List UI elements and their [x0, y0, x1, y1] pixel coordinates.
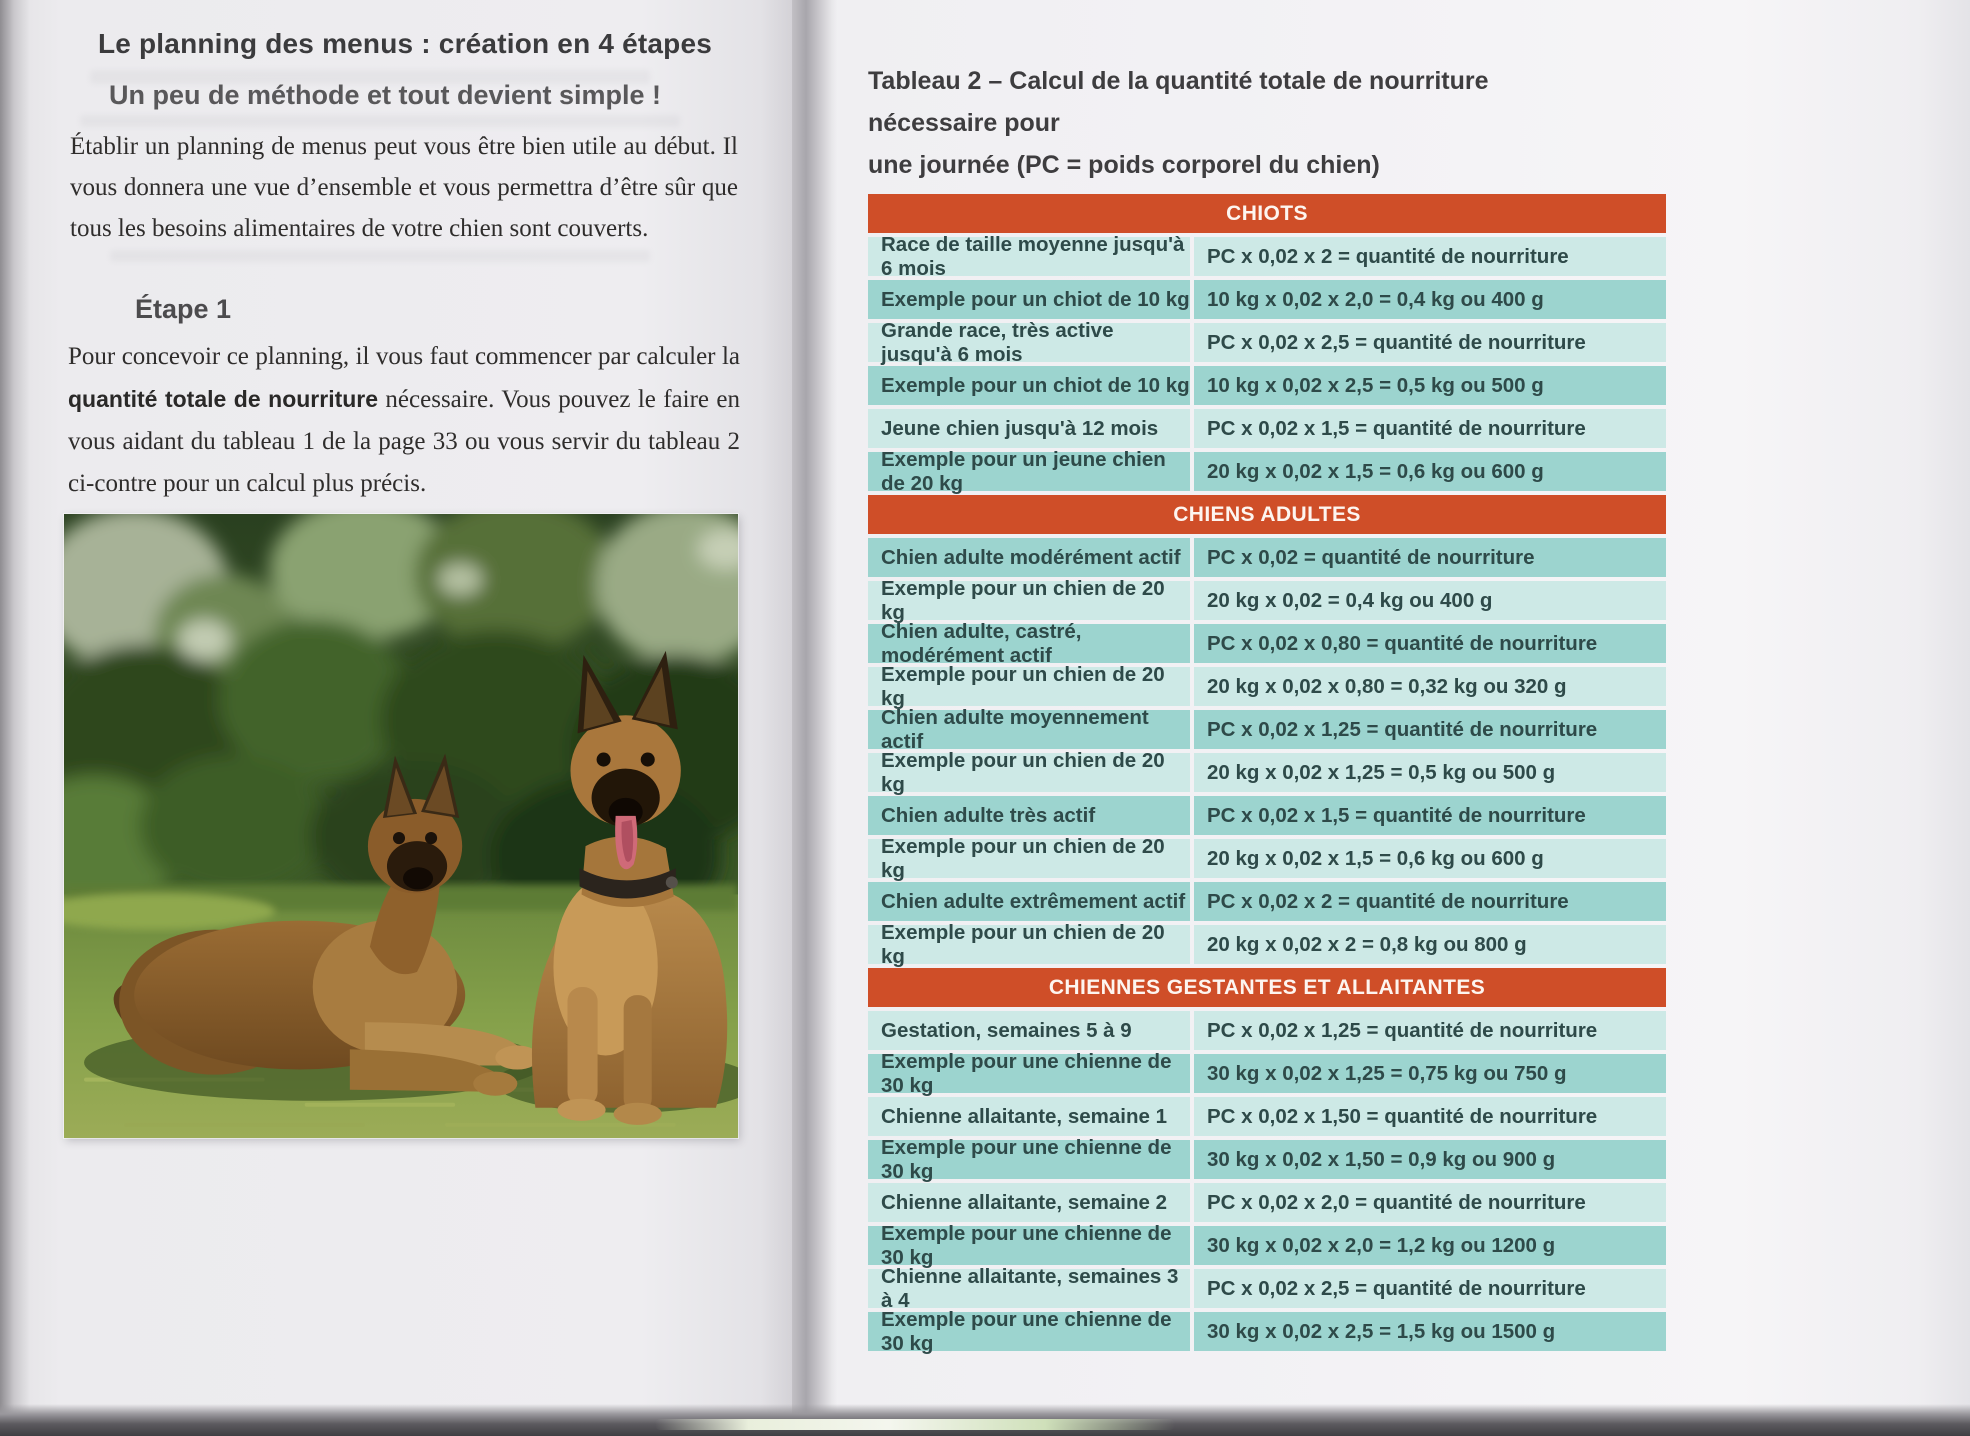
row-formula-cell: 20 kg x 0,02 x 1,5 = 0,6 kg ou 600 g [1194, 452, 1666, 491]
step-heading: Étape 1 [135, 294, 232, 324]
row-formula-cell: 20 kg x 0,02 x 0,80 = 0,32 kg ou 320 g [1194, 667, 1666, 706]
table-section-header: CHIOTS [868, 194, 1666, 233]
row-label-cell: Exemple pour une chienne de 30 kg [868, 1054, 1190, 1093]
row-label-cell: Exemple pour un chien de 20 kg [868, 753, 1190, 792]
row-formula-cell: 30 kg x 0,02 x 1,50 = 0,9 kg ou 900 g [1194, 1140, 1666, 1179]
table-section-header: CHIENS ADULTES [868, 495, 1666, 534]
row-formula-cell: PC x 0,02 x 2,5 = quantité de nourriture [1194, 323, 1666, 362]
table-row [868, 882, 1666, 921]
row-formula-cell: 20 kg x 0,02 x 2 = 0,8 kg ou 800 g [1194, 925, 1666, 964]
table-row [868, 409, 1666, 448]
table-title-line2: une journée (PC = poids corporel du chien) [868, 151, 1380, 179]
row-label-cell: Grande race, très active jusqu'à 6 mois [868, 323, 1190, 362]
row-formula-cell: PC x 0,02 x 2 = quantité de nourriture [1194, 882, 1666, 921]
row-label-cell: Exemple pour un chiot de 10 kg [868, 280, 1190, 319]
table-row [868, 576, 1666, 624]
table-section-header: CHIENNES GESTANTES ET ALLAITANTES [868, 968, 1666, 1007]
row-formula-cell: PC x 0,02 x 1,25 = quantité de nourriture [1194, 1011, 1666, 1050]
table-row [868, 1011, 1666, 1050]
row-formula-cell: PC x 0,02 x 1,5 = quantité de nourriture [1194, 796, 1666, 835]
step-text-before: Pour concevoir ce planning, il vous faut commencer par calculer la [68, 343, 740, 370]
row-formula-cell: 30 kg x 0,02 x 1,25 = 0,75 kg ou 750 g [1194, 1054, 1666, 1093]
row-formula-cell: 20 kg x 0,02 = 0,4 kg ou 400 g [1194, 581, 1666, 620]
nutrition-table [868, 194, 1666, 1355]
row-label-cell: Chien adulte très actif [868, 796, 1190, 835]
table-row [868, 1135, 1666, 1183]
table-title-line1: Tableau 2 – Calcul de la quantité totale de nourriture nécessaire pour [868, 67, 1489, 137]
row-label-cell: Chienne allaitante, semaines 3 à 4 [868, 1269, 1190, 1308]
table-row [868, 1049, 1666, 1097]
row-label-cell: Exemple pour une chienne de 30 kg [868, 1226, 1190, 1265]
page-subtitle: Un peu de méthode et tout devient simple ! [108, 80, 662, 110]
table-row [868, 748, 1666, 796]
row-label-cell: Exemple pour un jeune chien de 20 kg [868, 452, 1190, 491]
table-row [868, 796, 1666, 835]
table-row [868, 1097, 1666, 1136]
table-row [868, 834, 1666, 882]
row-formula-cell: PC x 0,02 x 2,0 = quantité de nourriture [1194, 1183, 1666, 1222]
table-row [868, 280, 1666, 319]
row-label-cell: Chien adulte modérément actif [868, 538, 1190, 577]
row-label-cell: Exemple pour un chien de 20 kg [868, 839, 1190, 878]
step-text-bold: quantité totale de nourriture [68, 386, 379, 412]
table-row [868, 619, 1666, 667]
row-formula-cell: PC x 0,02 x 2 = quantité de nourriture [1194, 237, 1666, 276]
row-label-cell: Chien adulte extrêmement actif [868, 882, 1190, 921]
table-row [868, 366, 1666, 405]
step-text-after: nécessaire. Vous pouvez le faire en vous aidant du tableau 1 de la page 33 ou vous servir du tableau 2 ci-contre pour un calcul plus précis. [68, 386, 740, 497]
step-paragraph [68, 336, 740, 505]
page-stack-edge [655, 1419, 1175, 1430]
row-formula-cell: PC x 0,02 x 1,5 = quantité de nourriture [1194, 409, 1666, 448]
table-row [868, 447, 1666, 495]
row-formula-cell: 30 kg x 0,02 x 2,5 = 1,5 kg ou 1500 g [1194, 1312, 1666, 1351]
table-row [868, 1264, 1666, 1312]
row-label-cell: Chienne allaitante, semaine 2 [868, 1183, 1190, 1222]
row-label-cell: Chienne allaitante, semaine 1 [868, 1097, 1190, 1136]
row-label-cell: Exemple pour un chien de 20 kg [868, 581, 1190, 620]
dogs-photo [64, 514, 738, 1138]
table-row [868, 232, 1666, 280]
row-label-cell: Gestation, semaines 5 à 9 [868, 1011, 1190, 1050]
row-formula-cell: 20 kg x 0,02 x 1,5 = 0,6 kg ou 600 g [1194, 839, 1666, 878]
table-row [868, 705, 1666, 753]
row-label-cell: Exemple pour un chien de 20 kg [868, 667, 1190, 706]
row-label-cell: Exemple pour une chienne de 30 kg [868, 1312, 1190, 1351]
row-label-cell: Jeune chien jusqu'à 12 mois [868, 409, 1190, 448]
row-formula-cell: 30 kg x 0,02 x 2,0 = 1,2 kg ou 1200 g [1194, 1226, 1666, 1265]
book-gutter-shadow [792, 0, 838, 1436]
row-formula-cell: PC x 0,02 x 0,80 = quantité de nourriture [1194, 624, 1666, 663]
row-formula-cell: PC x 0,02 x 1,50 = quantité de nourriture [1194, 1097, 1666, 1136]
table-title [868, 60, 1548, 186]
bleed-through-line [110, 250, 650, 262]
row-label-cell: Race de taille moyenne jusqu'à 6 mois [868, 237, 1190, 276]
row-formula-cell: PC x 0,02 x 2,5 = quantité de nourriture [1194, 1269, 1666, 1308]
row-formula-cell: 20 kg x 0,02 x 1,25 = 0,5 kg ou 500 g [1194, 753, 1666, 792]
row-formula-cell: PC x 0,02 x 1,25 = quantité de nourriture [1194, 710, 1666, 749]
table-row [868, 1183, 1666, 1222]
table-row [868, 318, 1666, 366]
row-formula-cell: 10 kg x 0,02 x 2,0 = 0,4 kg ou 400 g [1194, 280, 1666, 319]
row-label-cell: Exemple pour un chien de 20 kg [868, 925, 1190, 964]
row-formula-cell: PC x 0,02 = quantité de nourriture [1194, 538, 1666, 577]
row-label-cell: Exemple pour un chiot de 10 kg [868, 366, 1190, 405]
row-label-cell: Exemple pour une chienne de 30 kg [868, 1140, 1190, 1179]
table-row [868, 538, 1666, 577]
table-row [868, 662, 1666, 710]
intro-paragraph: Établir un planning de menus peut vous être bien utile au début. Il vous donnera une vue d’ensemble et vous permettra d’être sûr que tous les besoins alimentaires de votre chien sont couverts. [70, 133, 738, 242]
page-title: Le planning des menus : création en 4 étapes [97, 28, 713, 59]
row-formula-cell: 10 kg x 0,02 x 2,5 = 0,5 kg ou 500 g [1194, 366, 1666, 405]
row-label-cell: Chien adulte moyennement actif [868, 710, 1190, 749]
table-row [868, 1221, 1666, 1269]
dogs-photo-illustration [64, 514, 738, 1138]
table-row [868, 920, 1666, 968]
table-row [868, 1307, 1666, 1355]
row-label-cell: Chien adulte, castré, modérément actif [868, 624, 1190, 663]
